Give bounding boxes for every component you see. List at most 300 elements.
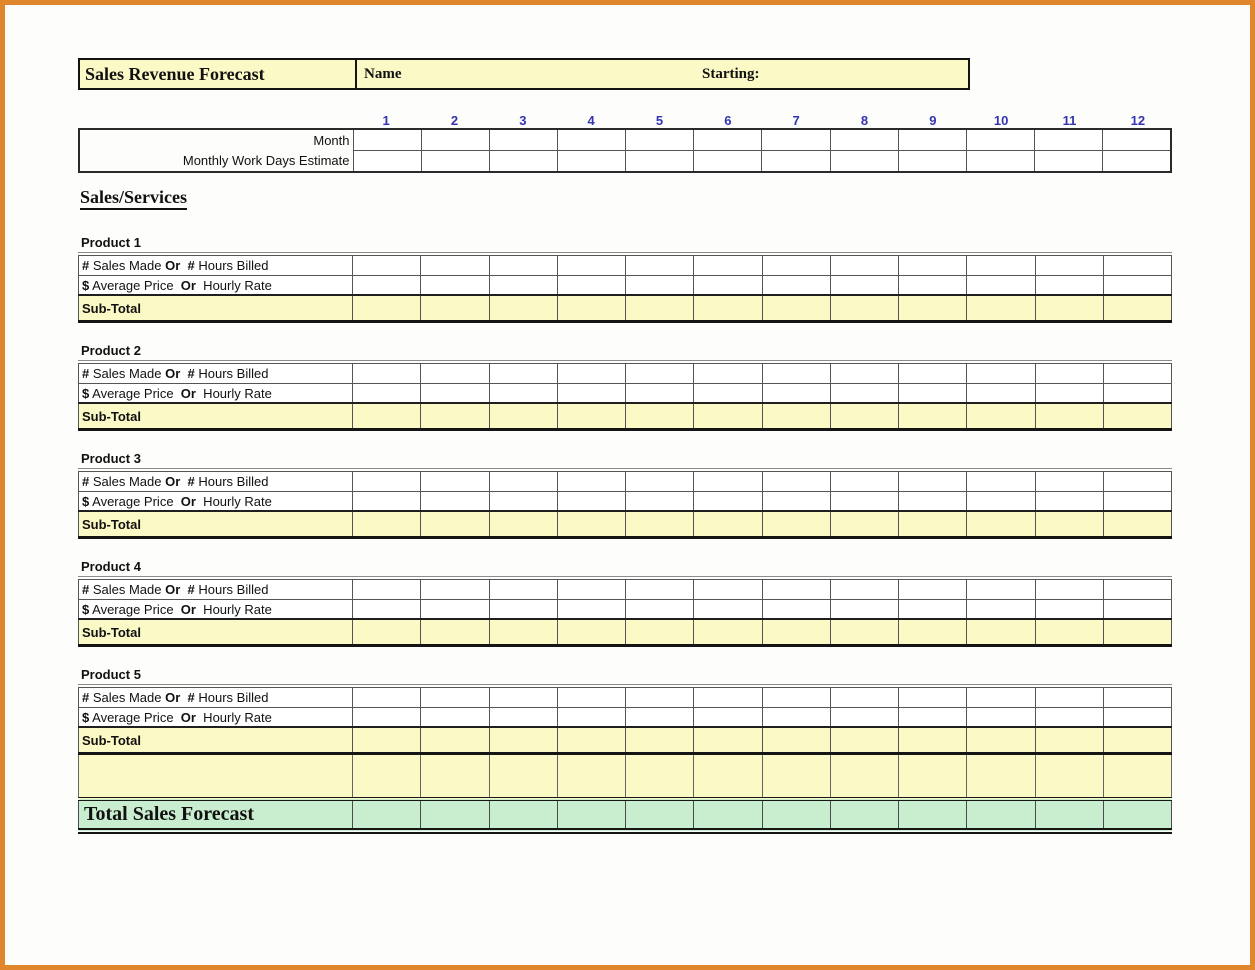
total-cell[interactable]: [830, 799, 898, 831]
price-cell[interactable]: [557, 384, 625, 404]
price-cell[interactable]: [421, 708, 489, 728]
price-cell[interactable]: [694, 384, 762, 404]
avg-price-label: [79, 708, 353, 728]
subtotal-row: [79, 295, 1172, 322]
price-cell[interactable]: [830, 708, 898, 728]
label-segment: Or: [165, 690, 181, 705]
subtotal-cell[interactable]: [557, 727, 625, 754]
avg-price-label: [79, 600, 353, 620]
sales-cell[interactable]: [830, 256, 898, 276]
subtotal-cell[interactable]: [557, 295, 625, 322]
subtotal-cell[interactable]: [694, 403, 762, 430]
price-cell[interactable]: [626, 384, 694, 404]
subtotal-cell[interactable]: [489, 727, 557, 754]
sales-cell[interactable]: [762, 580, 830, 600]
label-segment: #: [187, 690, 195, 705]
month-cell[interactable]: [421, 129, 489, 151]
price-cell[interactable]: [626, 708, 694, 728]
subtotal-label: Sub-Total: [79, 727, 353, 754]
price-cell[interactable]: [1103, 492, 1171, 512]
price-cell[interactable]: [489, 276, 557, 296]
total-cell[interactable]: [899, 799, 967, 831]
total-cell[interactable]: [421, 799, 489, 831]
sales-cell[interactable]: [967, 256, 1035, 276]
price-cell[interactable]: [694, 276, 762, 296]
sales-cell[interactable]: [626, 580, 694, 600]
sales-cell[interactable]: [967, 688, 1035, 708]
sales-cell[interactable]: [353, 256, 421, 276]
total-cell[interactable]: [353, 799, 421, 831]
month-cell[interactable]: [966, 129, 1034, 151]
product-block: [78, 451, 1172, 539]
workdays-row-label: Monthly Work Days Estimate: [79, 151, 353, 173]
label-segment: #: [82, 474, 90, 489]
sales-cell[interactable]: [353, 688, 421, 708]
subtotal-cell[interactable]: [421, 295, 489, 322]
sales-cell[interactable]: [694, 364, 762, 384]
month-cell[interactable]: [762, 129, 830, 151]
price-cell[interactable]: [626, 492, 694, 512]
sales-cell[interactable]: [1103, 256, 1171, 276]
subtotal-cell[interactable]: [1035, 511, 1103, 538]
sales-cell[interactable]: [694, 472, 762, 492]
label-segment: Sales Made: [89, 258, 166, 273]
price-cell[interactable]: [626, 600, 694, 620]
month-cell[interactable]: [898, 129, 966, 151]
label-segment: #: [187, 258, 195, 273]
price-cell[interactable]: [421, 600, 489, 620]
label-segment: Sales Made: [89, 474, 166, 489]
sales-cell[interactable]: [1103, 472, 1171, 492]
sales-made-label: [79, 256, 353, 276]
subtotal-cell[interactable]: [353, 619, 421, 646]
price-cell[interactable]: [1103, 276, 1171, 296]
subtotal-cell[interactable]: [899, 295, 967, 322]
month-cell[interactable]: [557, 129, 625, 151]
sales-cell[interactable]: [353, 364, 421, 384]
avg-price-row: [79, 492, 1172, 512]
product-title: Product 2: [78, 343, 1172, 361]
workdays-cell[interactable]: [966, 151, 1034, 173]
month-cell[interactable]: [694, 129, 762, 151]
avg-price-row: [79, 600, 1172, 620]
price-cell[interactable]: [489, 600, 557, 620]
price-cell[interactable]: [1035, 384, 1103, 404]
month-row: [79, 129, 1171, 151]
spacer-row-label: [79, 755, 353, 799]
subtotal-cell[interactable]: [421, 619, 489, 646]
label-segment: [180, 690, 187, 705]
sales-cell[interactable]: [1035, 580, 1103, 600]
month-number: 8: [860, 113, 869, 128]
workdays-cell[interactable]: [489, 151, 557, 173]
sales-cell[interactable]: [967, 364, 1035, 384]
price-cell[interactable]: [489, 492, 557, 512]
sales-cell[interactable]: [421, 688, 489, 708]
month-number: 9: [929, 113, 937, 128]
subtotal-cell[interactable]: [1103, 295, 1171, 322]
total-cell[interactable]: [557, 799, 625, 831]
product-table: [78, 471, 1172, 539]
sales-cell[interactable]: [421, 580, 489, 600]
sales-cell[interactable]: [353, 472, 421, 492]
subtotal-cell[interactable]: [967, 511, 1035, 538]
total-cell[interactable]: [1035, 799, 1103, 831]
label-segment: Hours Billed: [194, 582, 269, 597]
price-cell[interactable]: [967, 708, 1035, 728]
price-cell[interactable]: [899, 708, 967, 728]
subtotal-cell[interactable]: [557, 619, 625, 646]
price-cell[interactable]: [967, 276, 1035, 296]
subtotal-cell[interactable]: [557, 403, 625, 430]
sales-cell[interactable]: [489, 256, 557, 276]
sales-cell[interactable]: [353, 580, 421, 600]
price-cell[interactable]: [830, 384, 898, 404]
product-block: [78, 559, 1172, 647]
subtotal-cell[interactable]: [421, 511, 489, 538]
price-cell[interactable]: [762, 276, 830, 296]
subtotal-cell[interactable]: [1035, 727, 1103, 754]
price-cell[interactable]: [489, 708, 557, 728]
sales-made-label: [79, 472, 353, 492]
label-segment: Hourly Rate: [195, 709, 272, 725]
sales-cell[interactable]: [762, 472, 830, 492]
sales-cell[interactable]: [1035, 472, 1103, 492]
subtotal-cell[interactable]: [1103, 511, 1171, 538]
subtotal-cell[interactable]: [353, 511, 421, 538]
subtotal-label: Sub-Total: [79, 511, 353, 538]
price-cell[interactable]: [1035, 600, 1103, 620]
sales-cell[interactable]: [421, 256, 489, 276]
subtotal-row: [79, 727, 1172, 754]
sales-cell[interactable]: [626, 688, 694, 708]
sales-cell[interactable]: [557, 256, 625, 276]
price-cell[interactable]: [694, 600, 762, 620]
price-cell[interactable]: [557, 492, 625, 512]
sales-cell[interactable]: [762, 364, 830, 384]
price-cell[interactable]: [967, 600, 1035, 620]
name-label: Name: [364, 66, 402, 82]
price-cell[interactable]: [830, 492, 898, 512]
avg-price-row: [79, 384, 1172, 404]
product-table: [78, 255, 1172, 323]
sales-cell[interactable]: [1103, 580, 1171, 600]
label-segment: Average Price: [89, 385, 181, 401]
sales-made-label: [79, 364, 353, 384]
subtotal-cell[interactable]: [1103, 403, 1171, 430]
spacer-cell[interactable]: [762, 755, 830, 799]
price-cell[interactable]: [762, 384, 830, 404]
price-cell[interactable]: [421, 384, 489, 404]
subtotal-cell[interactable]: [830, 295, 898, 322]
price-cell[interactable]: [1035, 276, 1103, 296]
price-cell[interactable]: [830, 600, 898, 620]
month-cell[interactable]: [489, 129, 557, 151]
price-cell[interactable]: [489, 384, 557, 404]
label-segment: Or: [165, 474, 181, 489]
label-segment: Hourly Rate: [195, 601, 272, 617]
starting-label: Starting:: [702, 66, 760, 82]
subtotal-row: [79, 403, 1172, 430]
spacer-cell[interactable]: [489, 755, 557, 799]
label-segment: Or: [180, 385, 196, 401]
price-cell[interactable]: [421, 276, 489, 296]
price-cell[interactable]: [967, 384, 1035, 404]
subtotal-cell[interactable]: [489, 403, 557, 430]
month-cell[interactable]: [626, 129, 694, 151]
subtotal-cell[interactable]: [762, 511, 830, 538]
subtotal-cell[interactable]: [967, 727, 1035, 754]
sales-cell[interactable]: [557, 472, 625, 492]
label-segment: $: [82, 493, 90, 509]
sales-cell[interactable]: [557, 688, 625, 708]
sales-cell[interactable]: [830, 580, 898, 600]
sales-cell[interactable]: [694, 580, 762, 600]
label-segment: Or: [165, 366, 181, 381]
spacer-cell[interactable]: [1035, 755, 1103, 799]
label-segment: Or: [180, 601, 196, 617]
subtotal-cell[interactable]: [1035, 619, 1103, 646]
month-cell[interactable]: [1103, 129, 1171, 151]
subtotal-cell[interactable]: [1035, 403, 1103, 430]
spacer-cell[interactable]: [1103, 755, 1171, 799]
subtotal-cell[interactable]: [762, 619, 830, 646]
price-cell[interactable]: [1035, 708, 1103, 728]
price-cell[interactable]: [353, 276, 421, 296]
sales-cell[interactable]: [421, 364, 489, 384]
sales-cell[interactable]: [762, 688, 830, 708]
sales-cell[interactable]: [899, 688, 967, 708]
subtotal-cell[interactable]: [762, 403, 830, 430]
spacer-cell[interactable]: [899, 755, 967, 799]
sales-cell[interactable]: [762, 256, 830, 276]
avg-price-row: [79, 276, 1172, 296]
subtotal-cell[interactable]: [489, 619, 557, 646]
subtotal-cell[interactable]: [353, 403, 421, 430]
price-cell[interactable]: [353, 384, 421, 404]
subtotal-cell[interactable]: [353, 295, 421, 322]
subtotal-cell[interactable]: [694, 511, 762, 538]
product-blocks: [78, 235, 1172, 755]
label-segment: Hourly Rate: [195, 277, 272, 293]
sales-cell[interactable]: [557, 364, 625, 384]
month-row-label: Month: [79, 129, 353, 151]
subtotal-row: [79, 619, 1172, 646]
subtotal-cell[interactable]: [694, 619, 762, 646]
workdays-cell[interactable]: [830, 151, 898, 173]
spacer-cell[interactable]: [830, 755, 898, 799]
total-cell[interactable]: [489, 799, 557, 831]
price-cell[interactable]: [762, 492, 830, 512]
subtotal-cell[interactable]: [899, 619, 967, 646]
subtotal-cell[interactable]: [694, 727, 762, 754]
subtotal-cell[interactable]: [1103, 619, 1171, 646]
sales-cell[interactable]: [1035, 256, 1103, 276]
workdays-cell[interactable]: [353, 151, 421, 173]
workdays-cell[interactable]: [421, 151, 489, 173]
sales-cell[interactable]: [626, 256, 694, 276]
label-segment: #: [187, 582, 195, 597]
label-segment: Sales Made: [89, 582, 166, 597]
sales-cell[interactable]: [1035, 364, 1103, 384]
sales-cell[interactable]: [1035, 688, 1103, 708]
spacer-cell[interactable]: [694, 755, 762, 799]
month-cell[interactable]: [1035, 129, 1103, 151]
sales-cell[interactable]: [626, 472, 694, 492]
price-cell[interactable]: [694, 708, 762, 728]
spacer-cell[interactable]: [421, 755, 489, 799]
workdays-cell[interactable]: [762, 151, 830, 173]
sales-cell[interactable]: [1103, 364, 1171, 384]
page-title: Sales Revenue Forecast: [80, 60, 357, 88]
sales-cell[interactable]: [899, 580, 967, 600]
month-cell[interactable]: [353, 129, 421, 151]
subtotal-cell[interactable]: [353, 727, 421, 754]
subtotal-cell[interactable]: [967, 295, 1035, 322]
product-table: [78, 579, 1172, 647]
workdays-cell[interactable]: [1035, 151, 1103, 173]
label-segment: [180, 474, 187, 489]
sales-cell[interactable]: [899, 472, 967, 492]
subtotal-cell[interactable]: [489, 295, 557, 322]
sales-cell[interactable]: [899, 364, 967, 384]
sales-cell[interactable]: [830, 472, 898, 492]
price-cell[interactable]: [353, 492, 421, 512]
total-cell[interactable]: [762, 799, 830, 831]
subtotal-cell[interactable]: [626, 727, 694, 754]
workdays-cell[interactable]: [557, 151, 625, 173]
workdays-cell[interactable]: [626, 151, 694, 173]
label-segment: [180, 366, 187, 381]
label-segment: $: [82, 277, 90, 293]
sales-cell[interactable]: [489, 580, 557, 600]
subtotal-cell[interactable]: [489, 511, 557, 538]
price-cell[interactable]: [967, 492, 1035, 512]
sales-cell[interactable]: [899, 256, 967, 276]
month-numbers-row: [78, 107, 1172, 128]
total-cell[interactable]: [626, 799, 694, 831]
price-cell[interactable]: [694, 492, 762, 512]
month-number: 6: [724, 113, 732, 128]
price-cell[interactable]: [830, 276, 898, 296]
price-cell[interactable]: [1103, 708, 1171, 728]
label-segment: Or: [180, 277, 196, 293]
month-table: [78, 128, 1172, 173]
price-cell[interactable]: [421, 492, 489, 512]
price-cell[interactable]: [557, 708, 625, 728]
sales-cell[interactable]: [489, 688, 557, 708]
price-cell[interactable]: [899, 276, 967, 296]
label-segment: Hourly Rate: [195, 493, 272, 509]
subtotal-cell[interactable]: [830, 727, 898, 754]
label-segment: #: [187, 474, 195, 489]
subtotal-cell[interactable]: [421, 403, 489, 430]
subtotal-cell[interactable]: [830, 403, 898, 430]
product-title: Product 5: [78, 667, 1172, 685]
spacer-cell[interactable]: [353, 755, 421, 799]
subtotal-cell[interactable]: [626, 295, 694, 322]
total-cell[interactable]: [967, 799, 1035, 831]
sales-cell[interactable]: [1103, 688, 1171, 708]
subtotal-cell[interactable]: [899, 403, 967, 430]
price-cell[interactable]: [762, 708, 830, 728]
price-cell[interactable]: [1103, 384, 1171, 404]
spacer-cell[interactable]: [967, 755, 1035, 799]
price-cell[interactable]: [899, 600, 967, 620]
spacer-cell[interactable]: [626, 755, 694, 799]
sales-cell[interactable]: [967, 580, 1035, 600]
sales-cell[interactable]: [421, 472, 489, 492]
subtotal-cell[interactable]: [626, 511, 694, 538]
subtotal-cell[interactable]: [830, 511, 898, 538]
month-cell[interactable]: [830, 129, 898, 151]
subtotal-cell[interactable]: [762, 295, 830, 322]
price-cell[interactable]: [353, 708, 421, 728]
subtotal-cell[interactable]: [626, 403, 694, 430]
sales-cell[interactable]: [489, 472, 557, 492]
month-number: 2: [450, 113, 459, 128]
total-cell[interactable]: [694, 799, 762, 831]
subtotal-cell[interactable]: [421, 727, 489, 754]
header-fields: [357, 60, 968, 88]
subtotal-cell[interactable]: [626, 619, 694, 646]
subtotal-cell[interactable]: [557, 511, 625, 538]
sales-cell[interactable]: [830, 688, 898, 708]
subtotal-cell[interactable]: [899, 511, 967, 538]
sales-cell[interactable]: [557, 580, 625, 600]
workdays-cell[interactable]: [898, 151, 966, 173]
sales-cell[interactable]: [830, 364, 898, 384]
price-cell[interactable]: [1103, 600, 1171, 620]
sales-cell[interactable]: [626, 364, 694, 384]
total-cell[interactable]: [1103, 799, 1171, 831]
sales-cell[interactable]: [694, 688, 762, 708]
subtotal-cell[interactable]: [967, 619, 1035, 646]
label-segment: $: [82, 601, 90, 617]
price-cell[interactable]: [353, 600, 421, 620]
spacer-cell[interactable]: [557, 755, 625, 799]
product-block: [78, 343, 1172, 431]
sales-cell[interactable]: [967, 472, 1035, 492]
workdays-cell[interactable]: [694, 151, 762, 173]
sheet-content: [78, 5, 1172, 834]
subtotal-cell[interactable]: [830, 619, 898, 646]
subtotal-cell[interactable]: [899, 727, 967, 754]
subtotal-cell[interactable]: [1103, 727, 1171, 754]
subtotal-cell[interactable]: [694, 295, 762, 322]
subtotal-cell[interactable]: [967, 403, 1035, 430]
workdays-cell[interactable]: [1103, 151, 1171, 173]
label-segment: #: [187, 366, 195, 381]
price-cell[interactable]: [557, 276, 625, 296]
price-cell[interactable]: [899, 492, 967, 512]
price-cell[interactable]: [557, 600, 625, 620]
subtotal-cell[interactable]: [762, 727, 830, 754]
label-segment: [180, 582, 187, 597]
price-cell[interactable]: [1035, 492, 1103, 512]
price-cell[interactable]: [762, 600, 830, 620]
label-segment: #: [82, 366, 90, 381]
workdays-row: [79, 151, 1171, 173]
sales-made-row: [79, 688, 1172, 708]
subtotal-row: [79, 511, 1172, 538]
price-cell[interactable]: [899, 384, 967, 404]
price-cell[interactable]: [626, 276, 694, 296]
sales-cell[interactable]: [694, 256, 762, 276]
subtotal-cell[interactable]: [1035, 295, 1103, 322]
sales-cell[interactable]: [489, 364, 557, 384]
product-title: Product 1: [78, 235, 1172, 253]
